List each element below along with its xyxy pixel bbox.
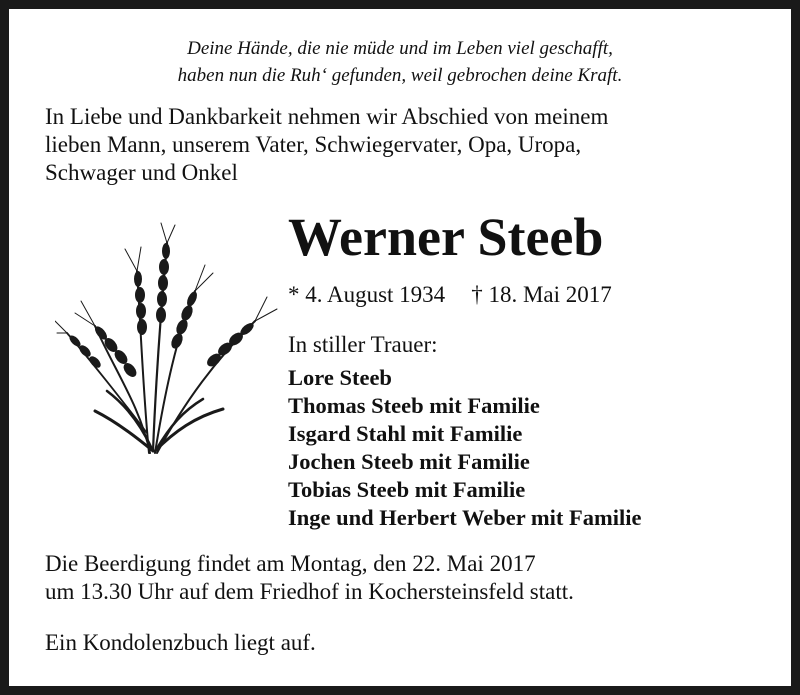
funeral-line-1: Die Beerdigung findet am Montag, den 22. Mai 2017	[45, 551, 536, 576]
mourner-name: Tobias Steeb mit Familie	[288, 477, 526, 502]
condolence-note: Ein Kondolenzbuch liegt auf.	[45, 630, 316, 655]
mourning-heading: In stiller Trauer:	[288, 332, 438, 357]
intro-line-2: lieben Mann, unserem Vater, Schwiegervater, Opa, Uropa,	[45, 132, 582, 157]
mourner-name: Isgard Stahl mit Familie	[288, 421, 523, 446]
life-dates	[288, 281, 612, 309]
funeral-info	[45, 550, 574, 606]
verse-line-2: haben nun die Ruh‘ gefunden, weil gebrochen deine Kraft.	[177, 65, 623, 86]
funeral-line-2: um 13.30 Uhr auf dem Friedhof in Kochersteinsfeld statt.	[45, 579, 574, 604]
intro-line-1: In Liebe und Dankbarkeit nehmen wir Abschied von meinem	[45, 104, 609, 129]
mourner-name: Lore Steeb	[288, 365, 392, 390]
birth-date: * 4. August 1934	[288, 282, 446, 307]
deceased-name: Werner Steeb	[288, 207, 604, 267]
verse-line-1: Deine Hände, die nie müde und im Leben viel geschafft,	[187, 38, 613, 59]
mourners-list	[288, 364, 642, 532]
wheat-sheaf-icon	[55, 221, 280, 466]
memorial-verse	[9, 35, 791, 89]
mourner-name: Thomas Steeb mit Familie	[288, 393, 540, 418]
intro-text	[45, 103, 608, 187]
mourner-name: Inge und Herbert Weber mit Familie	[288, 505, 642, 530]
death-date: † 18. Mai 2017	[471, 282, 612, 307]
intro-line-3: Schwager und Onkel	[45, 160, 238, 185]
mourner-name: Jochen Steeb mit Familie	[288, 449, 530, 474]
